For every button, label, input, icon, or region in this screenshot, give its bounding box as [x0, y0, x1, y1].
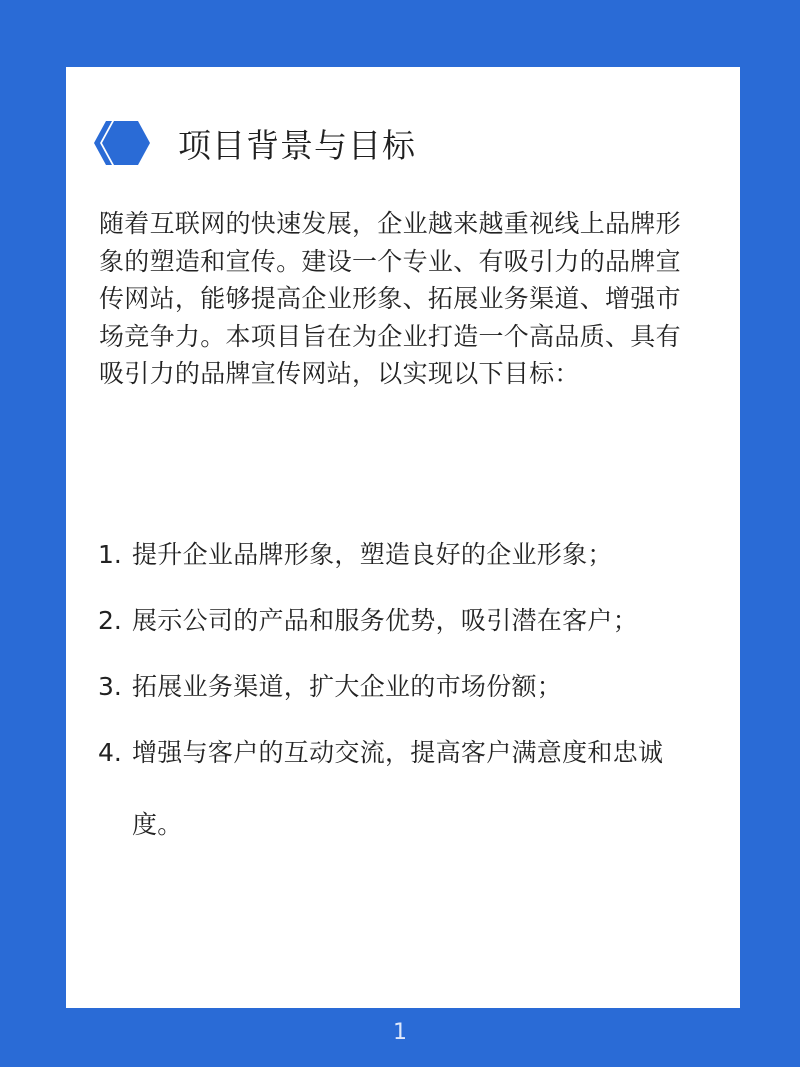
goal-text: 提升企业品牌形象，塑造良好的企业形象； — [132, 540, 613, 569]
hexagon-icon — [92, 115, 156, 171]
section-title: 项目背景与目标 — [178, 125, 416, 165]
goal-item — [98, 735, 708, 861]
goal-item — [98, 537, 708, 573]
goal-item — [98, 603, 708, 639]
goal-number: 1. — [98, 540, 122, 569]
goal-item — [98, 669, 708, 705]
content-card — [66, 67, 740, 1008]
goal-number: 3. — [98, 672, 122, 701]
page-number: 1 — [393, 1020, 407, 1045]
section-header — [92, 115, 416, 171]
goal-text: 展示公司的产品和服务优势，吸引潜在客户； — [132, 606, 639, 635]
goal-number: 2. — [98, 606, 122, 635]
goals-list — [98, 537, 708, 891]
intro-paragraph: 随着互联网的快速发展，企业越来越重视线上品牌形象的塑造和宣传。建设一个专业、有吸引力的品牌宣传网站，能够提高企业形象、拓展业务渠道、增强市场竞争力。本项目旨在为企业打造一个高品质、具有吸引力的品牌宣传网站，以实现以下目标： — [99, 209, 681, 389]
goal-text: 增强与客户的互动交流，提高客户满意度和忠诚度。 — [132, 738, 664, 839]
goal-text: 拓展业务渠道，扩大企业的市场份额； — [132, 672, 563, 701]
goal-number: 4. — [98, 738, 122, 767]
